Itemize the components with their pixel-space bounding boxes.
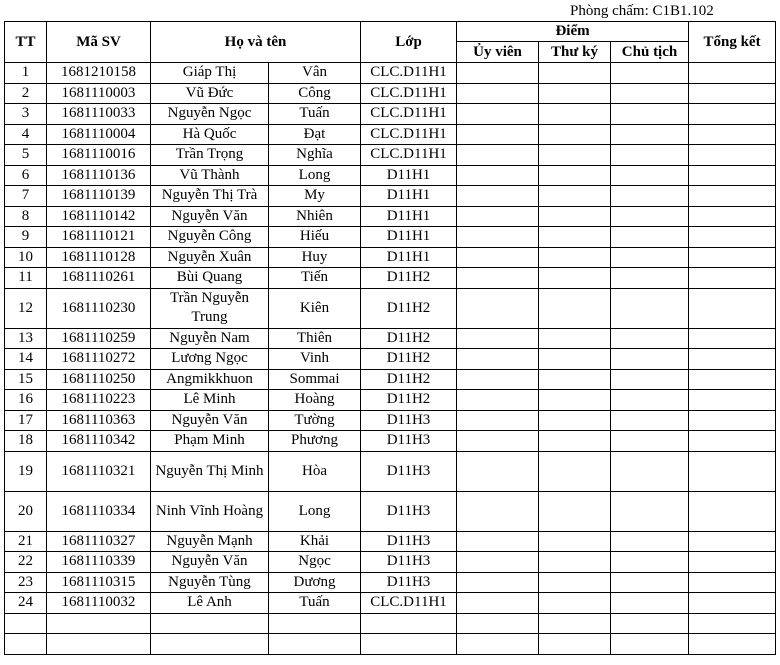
- row-class-cell: D11H3: [361, 552, 457, 573]
- row-tong-ket-cell[interactable]: [689, 186, 776, 207]
- row-student-id-cell: 1681110142: [47, 206, 151, 227]
- table-row: [5, 451, 776, 491]
- row-class-cell: D11H2: [361, 328, 457, 349]
- row-given-name-cell: Tuấn: [269, 593, 361, 614]
- blank-cell: [361, 613, 457, 634]
- blank-cell: [47, 613, 151, 634]
- row-thu-ky-score-cell[interactable]: [539, 227, 611, 248]
- blank-cell: [47, 634, 151, 655]
- row-chu-tich-score-cell[interactable]: [611, 145, 689, 166]
- row-chu-tich-score-cell[interactable]: [611, 328, 689, 349]
- table-row: [5, 145, 776, 166]
- blank-cell[interactable]: [457, 613, 539, 634]
- row-tong-ket-cell[interactable]: [689, 247, 776, 268]
- row-uy-vien-score-cell[interactable]: [457, 288, 539, 328]
- row-surname-cell: Nguyễn Mạnh: [151, 531, 269, 552]
- table-row: [5, 227, 776, 248]
- row-surname-cell: Ninh Vĩnh Hoàng: [151, 491, 269, 531]
- row-student-id-cell: 1681110003: [47, 83, 151, 104]
- row-class-cell: D11H1: [361, 186, 457, 207]
- row-given-name-cell: Tuấn: [269, 104, 361, 125]
- blank-cell: [361, 634, 457, 655]
- row-uy-vien-score-cell[interactable]: [457, 593, 539, 614]
- row-student-id-cell: 1681210158: [47, 63, 151, 84]
- row-chu-tich-score-cell[interactable]: [611, 369, 689, 390]
- row-thu-ky-score-cell[interactable]: [539, 431, 611, 452]
- blank-cell[interactable]: [539, 613, 611, 634]
- row-tong-ket-cell[interactable]: [689, 206, 776, 227]
- row-tt-cell: 16: [5, 390, 47, 411]
- row-given-name-cell: Nhiên: [269, 206, 361, 227]
- row-surname-cell: Trần Nguyễn Trung: [151, 288, 269, 328]
- table-row: [5, 328, 776, 349]
- row-tt-cell: 17: [5, 410, 47, 431]
- row-student-id-cell: 1681110259: [47, 328, 151, 349]
- row-chu-tich-score-cell[interactable]: [611, 227, 689, 248]
- row-surname-cell: Vũ Thành: [151, 165, 269, 186]
- row-surname-cell: Nguyễn Văn: [151, 410, 269, 431]
- row-tt-cell: 23: [5, 572, 47, 593]
- row-given-name-cell: Phương: [269, 431, 361, 452]
- table-row: [5, 124, 776, 145]
- blank-cell: [5, 634, 47, 655]
- row-chu-tich-score-cell[interactable]: [611, 186, 689, 207]
- row-surname-cell: Bùi Quang: [151, 268, 269, 289]
- row-tt-cell: 15: [5, 369, 47, 390]
- table-row: [5, 572, 776, 593]
- row-given-name-cell: Kiên: [269, 288, 361, 328]
- row-uy-vien-score-cell[interactable]: [457, 165, 539, 186]
- header-tt: TT: [5, 22, 47, 63]
- header-chu-tich: Chủ tịch: [611, 42, 689, 63]
- row-chu-tich-score-cell[interactable]: [611, 63, 689, 84]
- row-student-id-cell: 1681110315: [47, 572, 151, 593]
- header-uy-vien: Ủy viên: [457, 42, 539, 63]
- row-uy-vien-score-cell[interactable]: [457, 491, 539, 531]
- table-row: [5, 369, 776, 390]
- row-tt-cell: 10: [5, 247, 47, 268]
- row-tt-cell: 14: [5, 349, 47, 370]
- table-row: [5, 186, 776, 207]
- row-uy-vien-score-cell[interactable]: [457, 552, 539, 573]
- row-surname-cell: Vũ Đức: [151, 83, 269, 104]
- row-uy-vien-score-cell[interactable]: [457, 410, 539, 431]
- row-given-name-cell: Ngọc: [269, 552, 361, 573]
- row-surname-cell: Trần Trọng: [151, 145, 269, 166]
- row-student-id-cell: 1681110032: [47, 593, 151, 614]
- blank-cell: [151, 613, 269, 634]
- row-given-name-cell: Công: [269, 83, 361, 104]
- row-uy-vien-score-cell[interactable]: [457, 431, 539, 452]
- table-row: [5, 288, 776, 328]
- row-given-name-cell: Vinh: [269, 349, 361, 370]
- row-given-name-cell: Hiếu: [269, 227, 361, 248]
- row-class-cell: D11H3: [361, 451, 457, 491]
- row-given-name-cell: Tiến: [269, 268, 361, 289]
- row-student-id-cell: 1681110230: [47, 288, 151, 328]
- table-row: [5, 390, 776, 411]
- row-given-name-cell: Long: [269, 491, 361, 531]
- row-class-cell: D11H1: [361, 227, 457, 248]
- row-class-cell: D11H2: [361, 369, 457, 390]
- row-given-name-cell: Hòa: [269, 451, 361, 491]
- row-surname-cell: Nguyễn Xuân: [151, 247, 269, 268]
- row-tt-cell: 6: [5, 165, 47, 186]
- row-surname-cell: Nguyễn Công: [151, 227, 269, 248]
- blank-cell: [5, 613, 47, 634]
- row-given-name-cell: Huy: [269, 247, 361, 268]
- table-row: [5, 63, 776, 84]
- row-uy-vien-score-cell[interactable]: [457, 206, 539, 227]
- blank-cell[interactable]: [611, 634, 689, 655]
- row-class-cell: CLC.D11H1: [361, 104, 457, 125]
- row-class-cell: D11H3: [361, 572, 457, 593]
- row-tong-ket-cell[interactable]: [689, 390, 776, 411]
- header-tong-ket: Tổng kết: [689, 22, 776, 63]
- grading-room-label: Phòng chấm: C1B1.102: [570, 3, 714, 19]
- row-thu-ky-score-cell[interactable]: [539, 83, 611, 104]
- row-class-cell: D11H1: [361, 247, 457, 268]
- row-student-id-cell: 1681110033: [47, 104, 151, 125]
- row-tt-cell: 13: [5, 328, 47, 349]
- row-surname-cell: Nguyễn Thị Trà: [151, 186, 269, 207]
- row-chu-tich-score-cell[interactable]: [611, 431, 689, 452]
- row-given-name-cell: Khải: [269, 531, 361, 552]
- row-thu-ky-score-cell[interactable]: [539, 531, 611, 552]
- row-thu-ky-score-cell[interactable]: [539, 268, 611, 289]
- row-chu-tich-score-cell[interactable]: [611, 247, 689, 268]
- row-tong-ket-cell[interactable]: [689, 531, 776, 552]
- row-chu-tich-score-cell[interactable]: [611, 349, 689, 370]
- row-uy-vien-score-cell[interactable]: [457, 247, 539, 268]
- table-row: [5, 552, 776, 573]
- row-student-id-cell: 1681110363: [47, 410, 151, 431]
- table-row: [5, 349, 776, 370]
- row-tong-ket-cell[interactable]: [689, 349, 776, 370]
- row-tong-ket-cell[interactable]: [689, 227, 776, 248]
- row-thu-ky-score-cell[interactable]: [539, 491, 611, 531]
- row-surname-cell: Nguyễn Văn: [151, 206, 269, 227]
- row-thu-ky-score-cell[interactable]: [539, 165, 611, 186]
- row-thu-ky-score-cell[interactable]: [539, 63, 611, 84]
- table-row: [5, 83, 776, 104]
- row-chu-tich-score-cell[interactable]: [611, 390, 689, 411]
- row-student-id-cell: 1681110321: [47, 451, 151, 491]
- row-class-cell: CLC.D11H1: [361, 124, 457, 145]
- row-tt-cell: 18: [5, 431, 47, 452]
- row-tt-cell: 5: [5, 145, 47, 166]
- row-uy-vien-score-cell[interactable]: [457, 328, 539, 349]
- row-chu-tich-score-cell[interactable]: [611, 124, 689, 145]
- row-given-name-cell: Dương: [269, 572, 361, 593]
- table-row: [5, 247, 776, 268]
- row-tt-cell: 1: [5, 63, 47, 84]
- row-thu-ky-score-cell[interactable]: [539, 247, 611, 268]
- row-class-cell: D11H2: [361, 288, 457, 328]
- blank-row: [5, 634, 776, 655]
- row-student-id-cell: 1681110250: [47, 369, 151, 390]
- row-tong-ket-cell[interactable]: [689, 145, 776, 166]
- row-chu-tich-score-cell[interactable]: [611, 268, 689, 289]
- row-uy-vien-score-cell[interactable]: [457, 63, 539, 84]
- row-tt-cell: 21: [5, 531, 47, 552]
- table-row: [5, 165, 776, 186]
- row-given-name-cell: Long: [269, 165, 361, 186]
- row-surname-cell: Lê Minh: [151, 390, 269, 411]
- row-class-cell: D11H2: [361, 349, 457, 370]
- row-student-id-cell: 1681110339: [47, 552, 151, 573]
- row-tt-cell: 24: [5, 593, 47, 614]
- row-uy-vien-score-cell[interactable]: [457, 369, 539, 390]
- table-row: [5, 593, 776, 614]
- row-tong-ket-cell[interactable]: [689, 369, 776, 390]
- row-given-name-cell: Đạt: [269, 124, 361, 145]
- row-student-id-cell: 1681110261: [47, 268, 151, 289]
- blank-cell[interactable]: [611, 613, 689, 634]
- blank-cell[interactable]: [689, 634, 776, 655]
- table-row: [5, 531, 776, 552]
- header-ma-sv: Mã SV: [47, 22, 151, 63]
- row-surname-cell: Nguyễn Văn: [151, 552, 269, 573]
- row-thu-ky-score-cell[interactable]: [539, 410, 611, 431]
- row-surname-cell: Phạm Minh: [151, 431, 269, 452]
- row-thu-ky-score-cell[interactable]: [539, 572, 611, 593]
- row-tong-ket-cell[interactable]: [689, 593, 776, 614]
- row-class-cell: D11H3: [361, 410, 457, 431]
- row-given-name-cell: My: [269, 186, 361, 207]
- row-tong-ket-cell[interactable]: [689, 165, 776, 186]
- row-surname-cell: Lê Anh: [151, 593, 269, 614]
- row-surname-cell: Nguyễn Nam: [151, 328, 269, 349]
- blank-row: [5, 613, 776, 634]
- row-class-cell: D11H3: [361, 531, 457, 552]
- row-chu-tich-score-cell[interactable]: [611, 572, 689, 593]
- row-student-id-cell: 1681110334: [47, 491, 151, 531]
- blank-cell[interactable]: [457, 634, 539, 655]
- row-surname-cell: Nguyễn Tùng: [151, 572, 269, 593]
- row-tong-ket-cell[interactable]: [689, 572, 776, 593]
- row-student-id-cell: 1681110004: [47, 124, 151, 145]
- row-class-cell: D11H2: [361, 390, 457, 411]
- blank-cell: [151, 634, 269, 655]
- row-surname-cell: Hà Quốc: [151, 124, 269, 145]
- header-ho-ten: Họ và tên: [151, 22, 361, 63]
- row-surname-cell: Angmikkhuon: [151, 369, 269, 390]
- blank-cell: [269, 613, 361, 634]
- grading-sheet-table: [4, 21, 776, 655]
- row-student-id-cell: 1681110272: [47, 349, 151, 370]
- row-class-cell: D11H3: [361, 491, 457, 531]
- row-tt-cell: 12: [5, 288, 47, 328]
- row-tt-cell: 2: [5, 83, 47, 104]
- table-row: [5, 410, 776, 431]
- row-chu-tich-score-cell[interactable]: [611, 451, 689, 491]
- row-given-name-cell: Sommai: [269, 369, 361, 390]
- row-class-cell: D11H3: [361, 431, 457, 452]
- row-uy-vien-score-cell[interactable]: [457, 268, 539, 289]
- row-student-id-cell: 1681110223: [47, 390, 151, 411]
- row-uy-vien-score-cell[interactable]: [457, 227, 539, 248]
- row-uy-vien-score-cell[interactable]: [457, 531, 539, 552]
- row-surname-cell: Nguyễn Thị Minh: [151, 451, 269, 491]
- row-tt-cell: 20: [5, 491, 47, 531]
- table-row: [5, 104, 776, 125]
- table-row: [5, 431, 776, 452]
- row-tt-cell: 8: [5, 206, 47, 227]
- row-given-name-cell: Vân: [269, 63, 361, 84]
- row-thu-ky-score-cell[interactable]: [539, 328, 611, 349]
- row-tong-ket-cell[interactable]: [689, 451, 776, 491]
- row-student-id-cell: 1681110342: [47, 431, 151, 452]
- row-given-name-cell: Thiên: [269, 328, 361, 349]
- row-thu-ky-score-cell[interactable]: [539, 124, 611, 145]
- header-diem: Điểm: [457, 22, 689, 42]
- row-chu-tich-score-cell[interactable]: [611, 288, 689, 328]
- row-tong-ket-cell[interactable]: [689, 63, 776, 84]
- header-row-1: [5, 22, 776, 42]
- row-tong-ket-cell[interactable]: [689, 268, 776, 289]
- row-chu-tich-score-cell[interactable]: [611, 491, 689, 531]
- row-class-cell: D11H1: [361, 165, 457, 186]
- header-thu-ky: Thư ký: [539, 42, 611, 63]
- row-tong-ket-cell[interactable]: [689, 328, 776, 349]
- row-thu-ky-score-cell[interactable]: [539, 390, 611, 411]
- row-tt-cell: 3: [5, 104, 47, 125]
- row-chu-tich-score-cell[interactable]: [611, 206, 689, 227]
- row-tong-ket-cell[interactable]: [689, 431, 776, 452]
- row-uy-vien-score-cell[interactable]: [457, 349, 539, 370]
- row-student-id-cell: 1681110016: [47, 145, 151, 166]
- row-tong-ket-cell[interactable]: [689, 104, 776, 125]
- row-given-name-cell: Nghĩa: [269, 145, 361, 166]
- row-tong-ket-cell[interactable]: [689, 124, 776, 145]
- row-thu-ky-score-cell[interactable]: [539, 593, 611, 614]
- table-row: [5, 268, 776, 289]
- row-uy-vien-score-cell[interactable]: [457, 124, 539, 145]
- row-tong-ket-cell[interactable]: [689, 410, 776, 431]
- row-chu-tich-score-cell[interactable]: [611, 531, 689, 552]
- row-tt-cell: 22: [5, 552, 47, 573]
- row-chu-tich-score-cell[interactable]: [611, 410, 689, 431]
- row-tt-cell: 19: [5, 451, 47, 491]
- row-class-cell: CLC.D11H1: [361, 83, 457, 104]
- row-chu-tich-score-cell[interactable]: [611, 552, 689, 573]
- row-student-id-cell: 1681110139: [47, 186, 151, 207]
- row-thu-ky-score-cell[interactable]: [539, 369, 611, 390]
- row-thu-ky-score-cell[interactable]: [539, 288, 611, 328]
- row-thu-ky-score-cell[interactable]: [539, 349, 611, 370]
- row-tt-cell: 9: [5, 227, 47, 248]
- blank-cell: [269, 634, 361, 655]
- row-thu-ky-score-cell[interactable]: [539, 145, 611, 166]
- row-thu-ky-score-cell[interactable]: [539, 104, 611, 125]
- row-uy-vien-score-cell[interactable]: [457, 390, 539, 411]
- row-uy-vien-score-cell[interactable]: [457, 104, 539, 125]
- row-given-name-cell: Tường: [269, 410, 361, 431]
- blank-cell[interactable]: [539, 634, 611, 655]
- row-surname-cell: Nguyễn Ngọc: [151, 104, 269, 125]
- table-row: [5, 206, 776, 227]
- row-uy-vien-score-cell[interactable]: [457, 83, 539, 104]
- row-thu-ky-score-cell[interactable]: [539, 206, 611, 227]
- row-thu-ky-score-cell[interactable]: [539, 451, 611, 491]
- row-tt-cell: 4: [5, 124, 47, 145]
- row-student-id-cell: 1681110121: [47, 227, 151, 248]
- row-class-cell: CLC.D11H1: [361, 593, 457, 614]
- row-uy-vien-score-cell[interactable]: [457, 451, 539, 491]
- row-tt-cell: 7: [5, 186, 47, 207]
- row-chu-tich-score-cell[interactable]: [611, 165, 689, 186]
- row-tong-ket-cell[interactable]: [689, 83, 776, 104]
- blank-cell[interactable]: [689, 613, 776, 634]
- student-rows: [5, 63, 776, 655]
- row-surname-cell: Giáp Thị: [151, 63, 269, 84]
- row-surname-cell: Lương Ngọc: [151, 349, 269, 370]
- row-tong-ket-cell[interactable]: [689, 288, 776, 328]
- row-thu-ky-score-cell[interactable]: [539, 186, 611, 207]
- header-lop: Lớp: [361, 22, 457, 63]
- row-uy-vien-score-cell[interactable]: [457, 145, 539, 166]
- row-chu-tich-score-cell[interactable]: [611, 83, 689, 104]
- row-student-id-cell: 1681110136: [47, 165, 151, 186]
- row-chu-tich-score-cell[interactable]: [611, 593, 689, 614]
- row-student-id-cell: 1681110327: [47, 531, 151, 552]
- row-given-name-cell: Hoàng: [269, 390, 361, 411]
- row-class-cell: D11H2: [361, 268, 457, 289]
- row-student-id-cell: 1681110128: [47, 247, 151, 268]
- row-uy-vien-score-cell[interactable]: [457, 572, 539, 593]
- row-class-cell: CLC.D11H1: [361, 63, 457, 84]
- row-class-cell: D11H1: [361, 206, 457, 227]
- row-tong-ket-cell[interactable]: [689, 552, 776, 573]
- row-thu-ky-score-cell[interactable]: [539, 552, 611, 573]
- row-uy-vien-score-cell[interactable]: [457, 186, 539, 207]
- row-tt-cell: 11: [5, 268, 47, 289]
- table-row: [5, 491, 776, 531]
- row-chu-tich-score-cell[interactable]: [611, 104, 689, 125]
- row-tong-ket-cell[interactable]: [689, 491, 776, 531]
- row-class-cell: CLC.D11H1: [361, 145, 457, 166]
